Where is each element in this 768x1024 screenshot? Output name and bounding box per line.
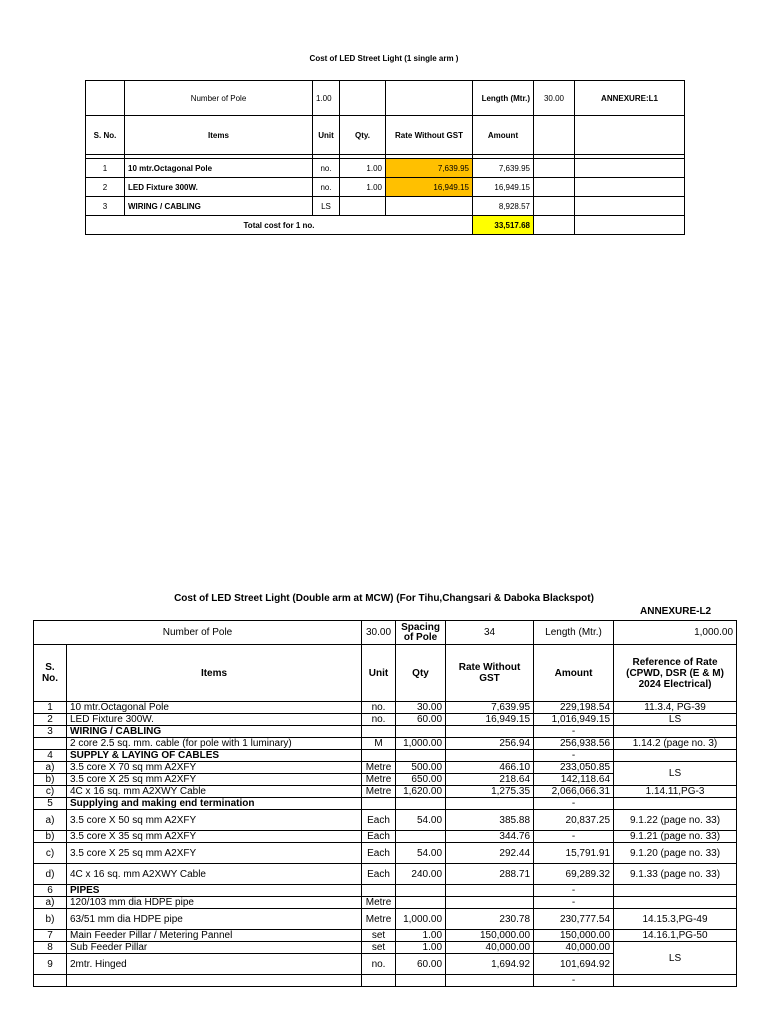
table-row: b) 63/51 mm dia HDPE pipe Metre 1,000.00 230.78 230,777.54 14.15.3,PG-49 — [34, 909, 737, 930]
number-of-pole-label: Number of Pole — [125, 81, 313, 116]
number-of-pole-value: 30.00 — [362, 621, 396, 645]
annexure-label: ANNEXURE:L1 — [575, 81, 685, 116]
annex2-title: Cost of LED Street Light (Double arm at MCW) (For Tihu,Changsari & Daboka Blackspot) — [174, 593, 594, 604]
table-row: c) 4C x 16 sq. mm A2XWY Cable Metre 1,620.00 1,275.35 2,066,066.31 1.14.11,PG-3 — [34, 786, 737, 798]
table-row: a) 120/103 mm dia HDPE pipe Metre - — [34, 897, 737, 909]
length-label: Length (Mtr.) — [534, 621, 614, 645]
col-sno: S. No. — [86, 116, 125, 155]
annex1-title: Cost of LED Street Light (1 single arm ) — [309, 54, 459, 63]
total-label: Total cost for 1 no. — [86, 216, 473, 235]
col-rate: Rate Without GST — [386, 116, 473, 155]
table-row: b) 3.5 core X 25 sq mm A2XFY Metre 650.00 218.64 142,118.64 — [34, 774, 737, 786]
col-amount: Amount — [534, 645, 614, 702]
table-row: 1 10 mtr.Octagonal Pole no. 1.00 7,639.95 7,639.95 — [86, 159, 685, 178]
length-value: 1,000.00 — [614, 621, 737, 645]
table-row: 5 Supplying and making end termination - — [34, 798, 737, 810]
col-rate: Rate Without GST — [446, 645, 534, 702]
number-of-pole-value: 1.00 — [313, 81, 340, 116]
annex2-table — [33, 620, 737, 987]
header-row — [34, 645, 737, 702]
table-row: 1 10 mtr.Octagonal Pole no. 30.00 7,639.95 229,198.54 11.3.4, PG-39 — [34, 702, 737, 714]
table-row: 3 WIRING / CABLING LS 8,928.57 — [86, 197, 685, 216]
table-row: 9 2mtr. Hinged no. 60.00 1,694.92 101,694.92 — [34, 954, 737, 975]
length-value: 30.00 — [534, 81, 575, 116]
col-sno: S. No. — [34, 645, 67, 702]
number-of-pole-row — [86, 81, 685, 116]
table-row: 8 Sub Feeder Pillar set 1.00 40,000.00 40,000.00 LS — [34, 942, 737, 954]
table-row: b) 3.5 core X 35 sq mm A2XFY Each 344.76 - 9.1.21 (page no. 33) — [34, 831, 737, 843]
table-row: d) 4C x 16 sq. mm A2XWY Cable Each 240.00 288.71 69,289.32 9.1.33 (page no. 33) — [34, 864, 737, 885]
annexure-label: ANNEXURE-L2 — [640, 606, 712, 617]
table-row: - — [34, 975, 737, 987]
spacing-label: Spacing of Pole — [396, 621, 446, 645]
number-of-pole-label: Number of Pole — [34, 621, 362, 645]
number-of-pole-row — [34, 621, 737, 645]
col-qty: Qty — [396, 645, 446, 702]
annex1-table — [85, 80, 685, 235]
col-reference: Reference of Rate (CPWD, DSR (E & M) 2024 Electrical) — [614, 645, 737, 702]
table-row: a) 3.5 core X 70 sq mm A2XFY Metre 500.00 466.10 233,050.85 LS — [34, 762, 737, 774]
spacing-value: 34 — [446, 621, 534, 645]
table-row: a) 3.5 core X 50 sq mm A2XFY Each 54.00 385.88 20,837.25 9.1.22 (page no. 33) — [34, 810, 737, 831]
table-row: 4 SUPPLY & LAYING OF CABLES - — [34, 750, 737, 762]
total-row — [86, 216, 685, 235]
table-row: 2 LED Fixture 300W. no. 1.00 16,949.15 16,949.15 — [86, 178, 685, 197]
col-qty: Qty. — [340, 116, 386, 155]
total-value: 33,517.68 — [473, 216, 534, 235]
header-row — [86, 116, 685, 155]
table-row: 2 core 2.5 sq. mm. cable (for pole with 1 luminary) M 1,000.00 256.94 256,938.56 1.14.2 (page no. 3) — [34, 738, 737, 750]
col-items: Items — [125, 116, 313, 155]
table-row: 3 WIRING / CABLING - — [34, 726, 737, 738]
col-unit: Unit — [362, 645, 396, 702]
table-row: 6 PIPES - — [34, 885, 737, 897]
table-row: 7 Main Feeder Pillar / Metering Pannel set 1.00 150,000.00 150,000.00 14.16.1,PG-50 — [34, 930, 737, 942]
table-row: 2 LED Fixture 300W. no. 60.00 16,949.15 1,016,949.15 LS — [34, 714, 737, 726]
col-amount: Amount — [473, 116, 534, 155]
col-unit: Unit — [313, 116, 340, 155]
table-row: c) 3.5 core X 25 sq mm A2XFY Each 54.00 292.44 15,791.91 9.1.20 (page no. 33) — [34, 843, 737, 864]
col-items: Items — [67, 645, 362, 702]
length-label: Length (Mtr.) — [473, 81, 534, 116]
